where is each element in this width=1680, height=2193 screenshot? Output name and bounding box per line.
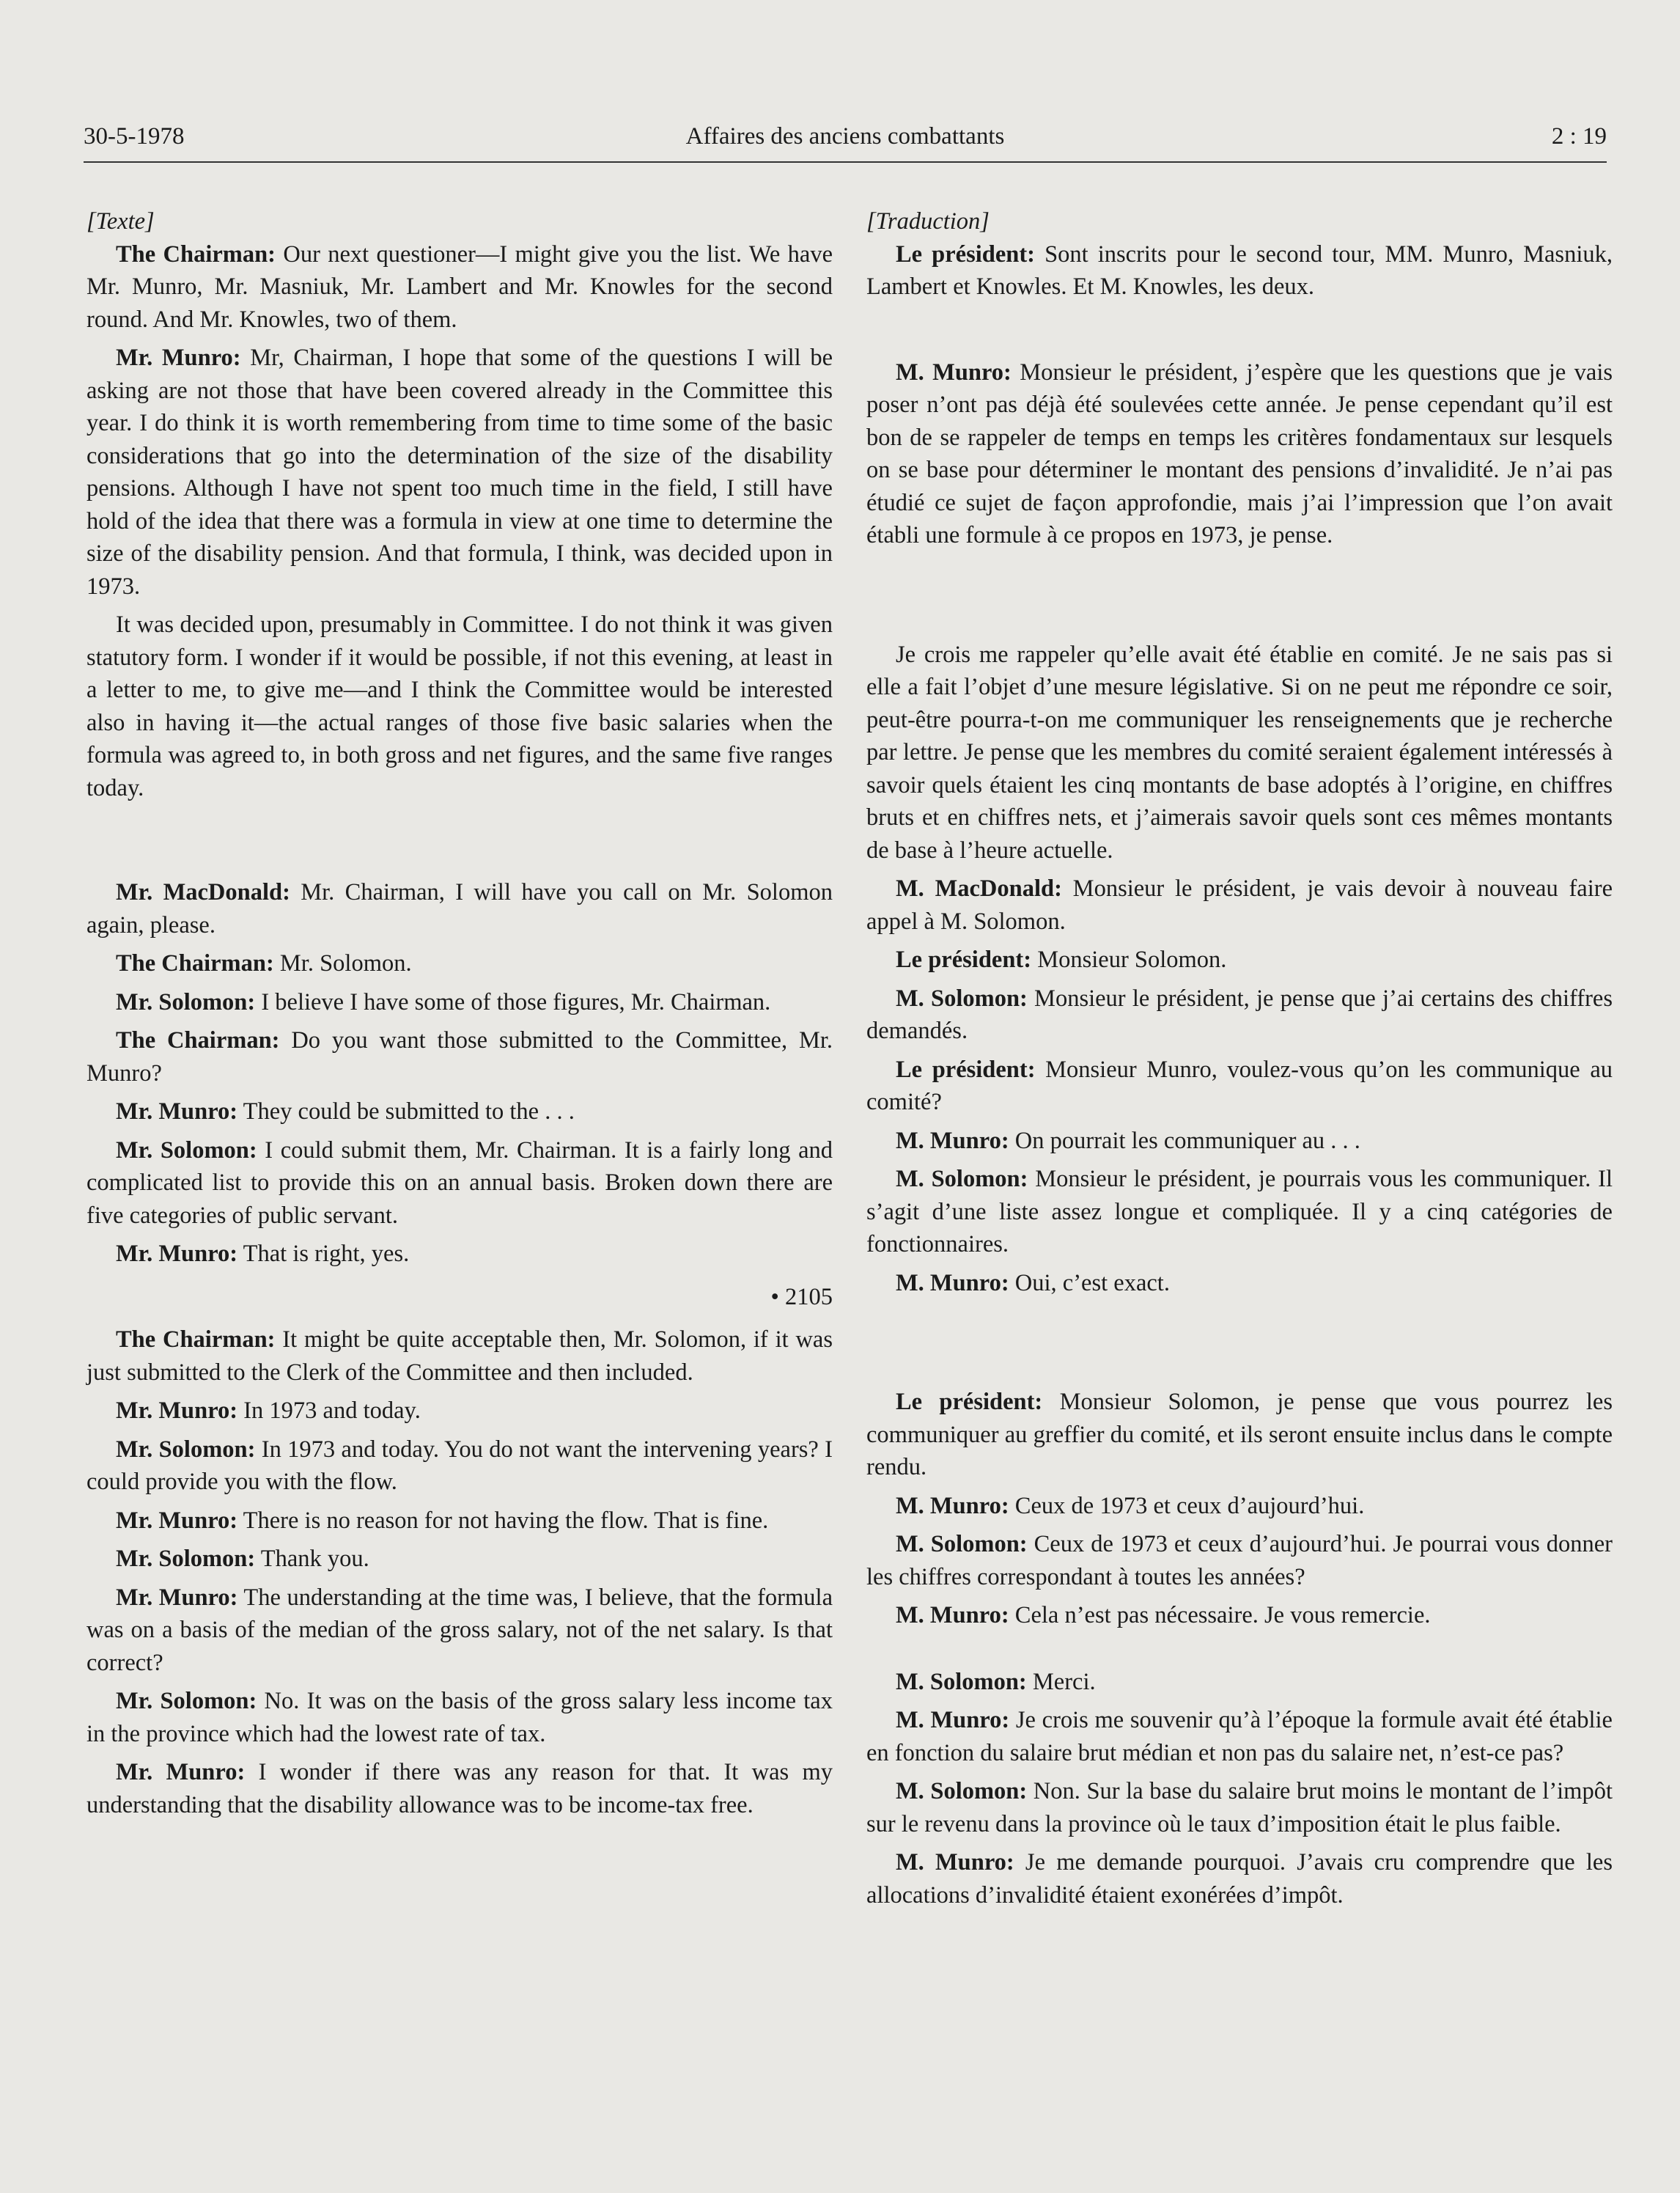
paragraph: M. MacDonald: Monsieur le président, je vais devoir à nouveau faire appel à M. Solomon. <box>866 875 1613 935</box>
header-rule <box>84 161 1607 163</box>
paragraph: M. Solomon: Ceux de 1973 et ceux d’aujourd’hui. Je pourrai vous donner les chiffres correspondant à toutes les années? <box>866 1531 1613 1590</box>
paragraph: M. Munro: Monsieur le président, j’espère que les questions que je vais poser n’ont pas déjà été soulevées cette année. Je pense cependant qu’il est bon de se rappeler de temps en temps les critères fondamentaux sur lesquels on se base pour déterminer le montant des pensions d’invalidité. Je n’ai pas étudié ce sujet de façon approfondie, mais j’ai l’impression que l’on avait établi une formule à ce propos en 1973, je pense. <box>866 359 1613 548</box>
paragraph: Mr. Munro: They could be submitted to the . . . <box>116 1098 575 1125</box>
column-label-texte: [Texte] <box>86 208 155 235</box>
page-number: 2 : 19 <box>1551 123 1607 150</box>
paragraph: The Chairman: Do you want those submitted to the Committee, Mr. Munro? <box>86 1027 833 1087</box>
french-column <box>866 205 1613 1917</box>
paragraph: Mr. Munro: There is no reason for not having the flow. That is fine. <box>116 1507 769 1534</box>
paragraph: Mr. Solomon: In 1973 and today. You do not want the intervening years? I could provide you with the flow. <box>86 1436 833 1495</box>
paragraph: It was decided upon, presumably in Committee. I do not think it was given statutory form. I wonder if it would be possible, if not this evening, at least in a letter to me, to give me—and I think the Committee would be interested also in having it—the actual ranges of those five basic salaries when the formula was agreed to, in both gross and net figures, and the same five ranges today. <box>86 611 833 801</box>
paragraph: Le président: Monsieur Solomon, je pense que vous pourrez les communiquer au greffier du comité, et ils seront ensuite inclus dans le compte rendu. <box>866 1389 1613 1480</box>
paragraph: Mr. Munro: Mr, Chairman, I hope that some of the questions I will be asking are not those that have been covered already in the Committee this year. I do think it is worth remembering from time to time some of the basic considerations that go into the determination of the size of the disability pensions. Although I have not spent too much time in the field, I still have hold of the idea that there was a formula in view at one time to determine the size of the disability pension. And that formula, I think, was decided upon in 1973. <box>86 345 833 600</box>
paragraph: M. Munro: Oui, c’est exact. <box>896 1269 1170 1296</box>
spacer <box>866 1638 1613 1666</box>
time-marker: • 2105 <box>770 1283 833 1310</box>
spacer <box>866 309 1613 356</box>
paragraph: Je crois me rappeler qu’elle avait été établie en comité. Je ne sais pas si elle a fait l’objet d’une mesure législative. Si on ne peut me répondre ce soir, peut-être pourra-t-on me communiquer les renseignements que je recherche par lettre. Je pense que les membres du comité seraient également intéressés à savoir quels étaient les cinq montants de base adoptés à l’origine, en chiffres bruts et en chiffres nets, et j’aimerais savoir quels sont ces mêmes montants de base à l’heure actuelle. <box>866 641 1613 864</box>
paragraph: M. Munro: Ceux de 1973 et ceux d’aujourd’hui. <box>896 1492 1365 1519</box>
header-title: Affaires des anciens combattants <box>685 123 1005 150</box>
paragraph: M. Munro: Cela n’est pas nécessaire. Je vous remercie. <box>896 1602 1431 1628</box>
paragraph: The Chairman: Mr. Solomon. <box>116 950 412 977</box>
paragraph: The Chairman: It might be quite acceptable then, Mr. Solomon, if it was just submitted to the Clerk of the Committee and then included. <box>86 1326 833 1386</box>
header-date: 30-5-1978 <box>84 123 185 150</box>
paragraph: M. Munro: Je me demande pourquoi. J’avais cru comprendre que les allocations d’invalidité étaient exonérées d’impôt. <box>866 1849 1613 1909</box>
paragraph: Mr. Solomon: No. It was on the basis of the gross salary less income tax in the province which had the lowest rate of tax. <box>86 1688 833 1747</box>
paragraph: M. Solomon: Monsieur le président, je pense que j’ai certains des chiffres demandés. <box>866 985 1613 1044</box>
paragraph: Mr. Munro: I wonder if there was any reason for that. It was my understanding that the disability allowance was to be income-tax free. <box>86 1759 833 1818</box>
paragraph: M. Solomon: Merci. <box>896 1668 1096 1695</box>
paragraph: Mr. MacDonald: Mr. Chairman, I will have you call on Mr. Solomon again, please. <box>86 879 833 938</box>
spacer <box>866 1305 1613 1386</box>
column-label-traduction: [Traduction] <box>866 208 990 235</box>
paragraph: Mr. Solomon: I believe I have some of those figures, Mr. Chairman. <box>116 988 771 1015</box>
paragraph: Mr. Solomon: Thank you. <box>116 1546 369 1572</box>
paragraph: Le président: Monsieur Solomon. <box>896 947 1227 973</box>
spacer <box>866 558 1613 639</box>
paragraph: M. Solomon: Non. Sur la base du salaire brut moins le montant de l’impôt sur le revenu dans la province où le taux d’imposition était le plus faible. <box>866 1778 1613 1837</box>
paragraph: Le président: Monsieur Munro, voulez-vous qu’on les communique au comité? <box>866 1056 1613 1115</box>
paragraph: Le président: Sont inscrits pour le second tour, MM. Munro, Masniuk, Lambert et Knowles. Et M. Knowles, les deux. <box>866 240 1613 300</box>
paragraph: Mr. Solomon: I could submit them, Mr. Chairman. It is a fairly long and complicated list to provide this on an annual basis. Broken down there are five categories of public servant. <box>86 1136 833 1229</box>
spacer <box>86 810 833 876</box>
paragraph: Mr. Munro: The understanding at the time was, I believe, that the formula was on a basis of the median of the gross salary, not of the net salary. Is that correct? <box>86 1584 833 1676</box>
english-column <box>86 205 833 1827</box>
paragraph: M. Munro: On pourrait les communiquer au . . . <box>896 1127 1360 1154</box>
paragraph: Mr. Munro: That is right, yes. <box>116 1241 410 1267</box>
page-header <box>84 123 1607 160</box>
paragraph: Mr. Munro: In 1973 and today. <box>116 1397 421 1424</box>
paragraph: M. Solomon: Monsieur le président, je pourrais vous les communiquer. Il s’agit d’une liste assez longue et compliquée. Il y a cinq catégories de fonctionnaires. <box>866 1166 1613 1257</box>
paragraph: M. Munro: Je crois me souvenir qu’à l’époque la formule avait été établie en fonction du salaire brut médian et non pas du salaire net, n’est-ce pas? <box>866 1707 1613 1766</box>
paragraph: The Chairman: Our next questioner—I might give you the list. We have Mr. Munro, Mr. Masniuk, Mr. Lambert and Mr. Knowles for the second round. And Mr. Knowles, two of them. <box>86 240 833 333</box>
